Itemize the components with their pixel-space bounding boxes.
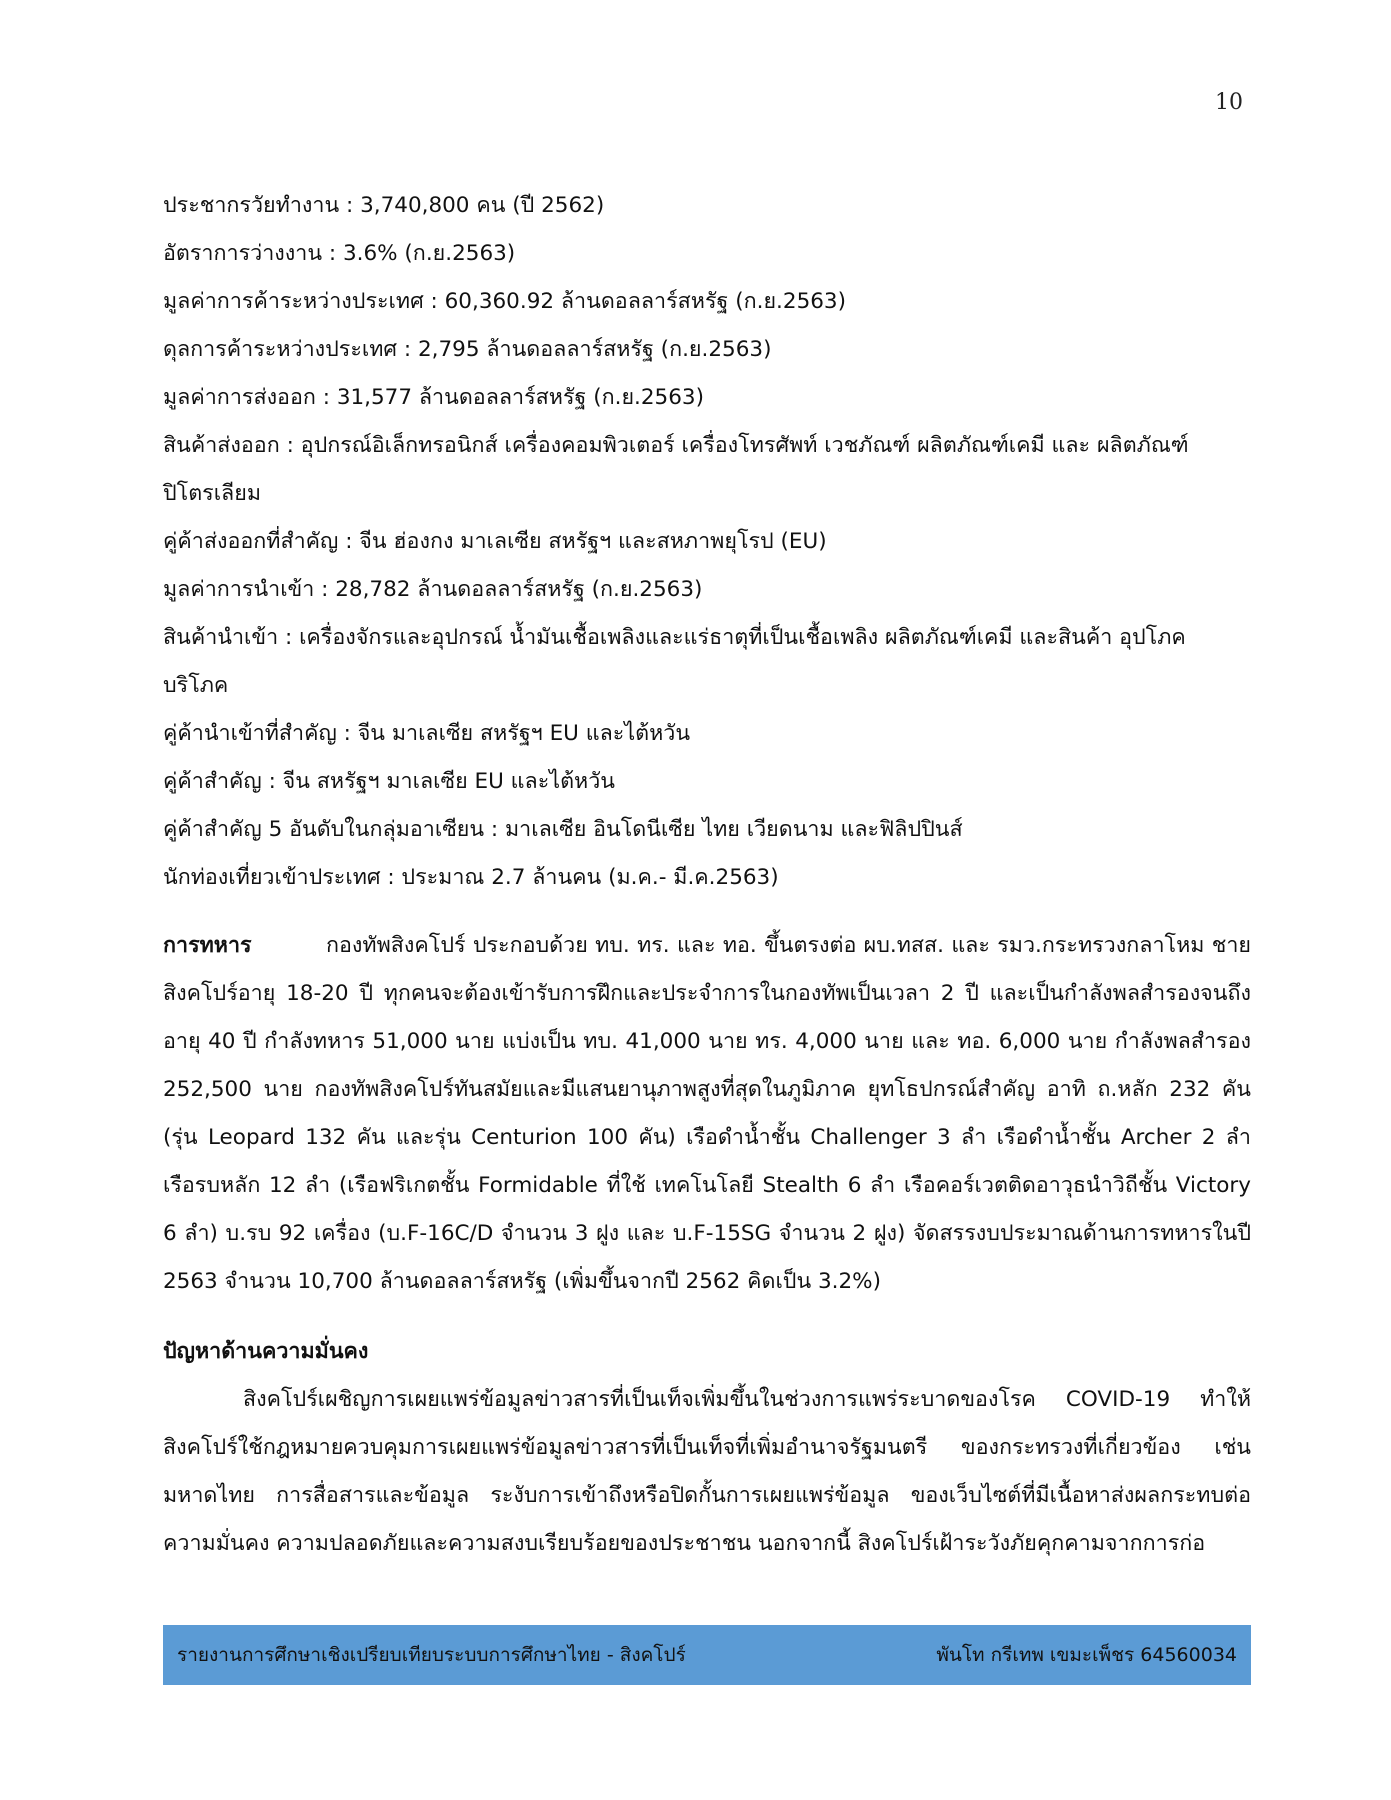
fact-unemployment-rate: อัตราการว่างงาน : 3.6% (ก.ย.2563) xyxy=(163,241,516,266)
fact-export-value: มูลค่าการส่งออก : 31,577 ล้านดอลลาร์สหรัฐ (ก.ย.2563) xyxy=(163,385,704,410)
fact-trade-value: มูลค่าการค้าระหว่างประเทศ : 60,360.92 ล้านดอลลาร์สหรัฐ (ก.ย.2563) xyxy=(163,289,846,314)
fact-tourists: นักท่องเที่ยวเข้าประเทศ : ประมาณ 2.7 ล้านคน (ม.ค.- มี.ค.2563) xyxy=(163,865,779,890)
fact-export-partners: คู่ค้าส่งออกที่สำคัญ : จีน ฮ่องกง มาเลเซีย สหรัฐฯ และสหภาพยุโรป (EU) xyxy=(163,529,827,554)
footer-report-title: รายงานการศึกษาเชิงเปรียบเทียบระบบการศึกษาไทย - สิงคโปร์ xyxy=(177,1644,686,1666)
fact-import-goods: สินค้านำเข้า : เครื่องจักรและอุปกรณ์ น้ำมันเชื้อเพลิงและแร่ธาตุที่เป็นเชื้อเพลิง ผลิตภัณฑ์เคมี และสินค้า อุปโภคบริโภค xyxy=(163,625,1186,698)
military-heading: การทหาร xyxy=(163,933,252,958)
fact-trade-balance: ดุลการค้าระหว่างประเทศ : 2,795 ล้านดอลลาร์สหรัฐ (ก.ย.2563) xyxy=(163,337,772,362)
military-body: กองทัพสิงคโปร์ ประกอบด้วย ทบ. ทร. และ ทอ. ขึ้นตรงต่อ ผบ.ทสส. และ รมว.กระทรวงกลาโหม ชายสิงคโปร์อายุ 18-20 ปี ทุกคนจะต้องเข้ารับการฝึกและประจำการในกองทัพเป็นเวลา 2 ปี และเป็นกำลังพลสำรองจนถึงอายุ 40 ปี กำลังทหาร 51,000 นาย แบ่งเป็น ทบ. 41,000 นาย ทร. 4,000 นาย และ ทอ. 6,000 นาย กำลังพลสำรอง 252,500 นาย กองทัพสิงคโปร์ทันสมัยและมีแสนยานุภาพสูงที่สุดในภูมิภาค ยุทโธปกรณ์สำคัญ อาทิ ถ.หลัก 232 คัน (รุ่น Leopard 132 คัน และรุ่น Centurion 100 คัน) เรือดำน้ำชั้น Challenger 3 ลำ เรือดำน้ำชั้น Archer 2 ลำ เรือรบหลัก 12 ลำ (เรือฟริเกตชั้น Formidable ที่ใช้ เทคโนโลยี Stealth 6 ลำ เรือคอร์เวตติดอาวุธนำวิถีชั้น Victory 6 ลำ) บ.รบ 92 เครื่อง (บ.F-16C/D จำนวน 3 ฝูง และ บ.F-15SG จำนวน 2 ฝูง) จัดสรรงบประมาณด้านการทหารในปี 2563 จำนวน 10,700 ล้านดอลลาร์สหรัฐ (เพิ่มขึ้นจากปี 2562 คิดเป็น 3.2%) xyxy=(163,933,1251,1294)
fact-export-goods: สินค้าส่งออก : อุปกรณ์อิเล็กทรอนิกส์ เครื่องคอมพิวเตอร์ เครื่องโทรศัพท์ เวชภัณฑ์ ผลิตภัณฑ์เคมี และ ผลิตภัณฑ์ปิโตรเลียม xyxy=(163,433,1189,506)
fact-import-value: มูลค่าการนำเข้า : 28,782 ล้านดอลลาร์สหรัฐ (ก.ย.2563) xyxy=(163,577,703,602)
footer-author: พันโท กรีเทพ เขมะเพ็ชร 64560034 xyxy=(936,1644,1237,1666)
security-body: สิงคโปร์เผชิญการเผยแพร่ข้อมูลข่าวสารที่เป็นเท็จเพิ่มขึ้นในช่วงการแพร่ระบาดของโรค COVID-19 ทำให้สิงคโปร์ใช้กฎหมายควบคุมการเผยแพร่ข้อมูลข่าวสารที่เป็นเท็จที่เพิ่มอำนาจรัฐมนตรี ของกระทรวงที่เกี่ยวข้อง เช่น มหาดไทย การสื่อสารและข้อมูล ระงับการเข้าถึงหรือปิดกั้นการเผยแพร่ข้อมูล ของเว็บไซต์ที่มีเนื้อหาส่งผลกระทบต่อความมั่นคง ความปลอดภัยและความสงบเรียบร้อยของประชาชน นอกจากนี้ สิงคโปร์เฝ้าระวังภัยคุกคามจากการก่อ xyxy=(163,1387,1251,1556)
footer-bar xyxy=(163,1625,1251,1685)
fact-trade-partners: คู่ค้าสำคัญ : จีน สหรัฐฯ มาเลเซีย EU และไต้หวัน xyxy=(163,769,615,794)
fact-asean-partners: คู่ค้าสำคัญ 5 อันดับในกลุ่มอาเซียน : มาเลเซีย อินโดนีเซีย ไทย เวียดนาม และฟิลิปปินส์ xyxy=(163,817,963,842)
military-section xyxy=(163,922,1251,1306)
security-heading: ปัญหาด้านความมั่นคง xyxy=(163,1339,369,1364)
document-body xyxy=(163,182,1251,1568)
fact-working-population: ประชากรวัยทำงาน : 3,740,800 คน (ปี 2562) xyxy=(163,193,605,218)
page-number: 10 xyxy=(1215,90,1243,115)
fact-import-partners: คู่ค้านำเข้าที่สำคัญ : จีน มาเลเซีย สหรัฐฯ EU และไต้หวัน xyxy=(163,721,691,746)
